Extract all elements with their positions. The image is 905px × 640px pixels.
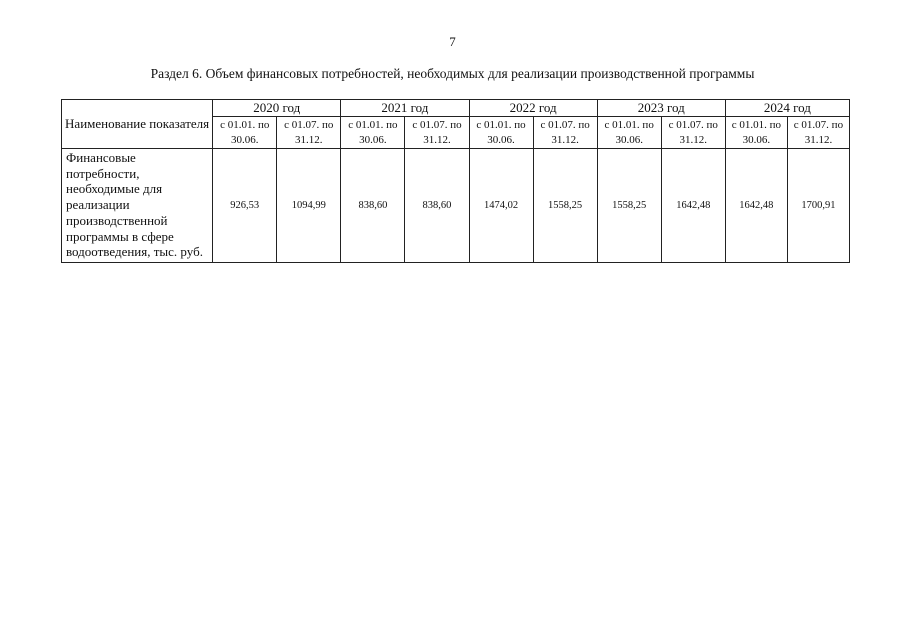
value-cell: 1558,25: [533, 149, 597, 263]
period-header: с 01.07. по 31.12.: [661, 117, 725, 149]
year-header: 2022 год: [469, 100, 597, 117]
page-number: 7: [449, 34, 456, 49]
financial-needs-table: [61, 99, 850, 263]
table-row: [62, 149, 850, 263]
value-cell: 1642,48: [725, 149, 787, 263]
period-header: с 01.01. по 30.06.: [341, 117, 405, 149]
period-header: с 01.01. по 30.06.: [597, 117, 661, 149]
value-cell: 1642,48: [661, 149, 725, 263]
section-title: Раздел 6. Объем финансовых потребностей, необходимых для реализации производственной программы: [150, 66, 755, 81]
period-header: с 01.01. по 30.06.: [725, 117, 787, 149]
period-header: с 01.01. по 30.06.: [469, 117, 533, 149]
year-header-row: [62, 100, 850, 117]
value-cell: 838,60: [405, 149, 469, 263]
value-cell: 1094,99: [277, 149, 341, 263]
value-cell: 838,60: [341, 149, 405, 263]
period-header: с 01.07. по 31.12.: [405, 117, 469, 149]
year-header: 2024 год: [725, 100, 849, 117]
period-header: с 01.07. по 31.12.: [787, 117, 849, 149]
year-header: 2020 год: [213, 100, 341, 117]
name-column-header: Наименование показателя: [62, 100, 213, 149]
period-header: с 01.07. по 31.12.: [533, 117, 597, 149]
period-header: с 01.07. по 31.12.: [277, 117, 341, 149]
period-header: с 01.01. по 30.06.: [213, 117, 277, 149]
year-header: 2021 год: [341, 100, 469, 117]
value-cell: 1474,02: [469, 149, 533, 263]
value-cell: 926,53: [213, 149, 277, 263]
year-header: 2023 год: [597, 100, 725, 117]
value-cell: 1700,91: [787, 149, 849, 263]
indicator-label: Финансовые потребности, необходимые для реализации производственной программы в сфере водоотведения, тыс. руб.: [62, 149, 213, 263]
value-cell: 1558,25: [597, 149, 661, 263]
